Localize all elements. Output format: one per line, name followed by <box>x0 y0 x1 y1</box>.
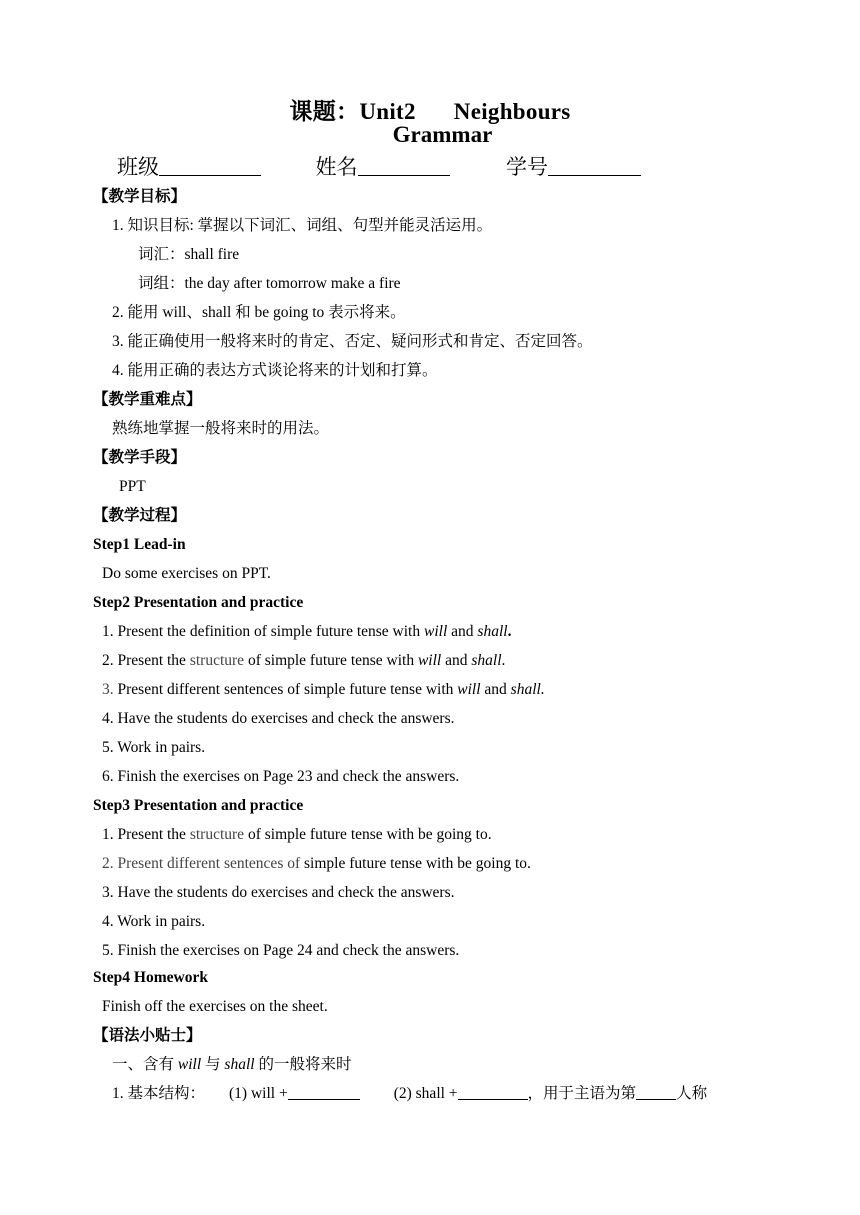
structure-shall-blank[interactable] <box>458 1084 528 1100</box>
structure-shall: (2) shall + <box>393 1085 458 1102</box>
class-label: 班级 <box>117 155 159 179</box>
step3-item-2 <box>102 854 531 874</box>
step2-item-1-text: 1. Present the definition of simple future tense with <box>102 623 424 640</box>
step2-item-2-will: will <box>417 652 442 669</box>
structure-label: 1. 基本结构： <box>112 1085 206 1102</box>
step3-title: Step3 Presentation and practice <box>93 797 304 814</box>
step2-item-2-text: 2. Present the <box>102 652 190 669</box>
step2-item-3-text: Present different sentences of simple future tense with <box>113 681 458 698</box>
step2-item-3-and: and <box>480 681 511 698</box>
lesson-subtitle: Grammar <box>392 122 493 147</box>
name-label: 姓名 <box>315 155 358 179</box>
step1-text: Do some exercises on PPT. <box>102 565 271 582</box>
structure-person-blank[interactable] <box>636 1084 676 1100</box>
step2-item-2-and: and <box>441 652 472 669</box>
objective-item-4: 4. 能用正确的表达方式谈论将来的计划和打算。 <box>112 362 438 379</box>
key-points-heading: 【教学重难点】 <box>93 391 202 408</box>
means-heading: 【教学手段】 <box>93 449 187 466</box>
tips-subheading-a: 一、含有 <box>112 1056 178 1073</box>
lesson-title-topic: Neighbours <box>453 99 571 124</box>
step2-item-5: 5. Work in pairs. <box>102 739 206 756</box>
step2-item-2 <box>102 651 505 671</box>
class-blank[interactable] <box>159 155 261 176</box>
step3-item-1-text-b: of simple future tense with be going to. <box>244 826 492 843</box>
step4-text: Finish off the exercises on the sheet. <box>102 998 328 1015</box>
step2-item-3 <box>102 680 545 700</box>
step2-item-1-and: and <box>447 623 478 640</box>
step3-item-1-structure: structure <box>189 826 245 843</box>
tips-subheading-b: 与 <box>201 1056 225 1073</box>
objective-item-2: 2. 能用 will、shall 和 be going to 表示将来。 <box>112 304 406 321</box>
step3-item-2-text-b: simple future tense with be going to. <box>300 855 531 872</box>
student-id-blank[interactable] <box>548 155 641 176</box>
tips-subheading <box>112 1055 351 1075</box>
step1-title: Step1 Lead-in <box>93 536 186 553</box>
step3-item-1 <box>102 825 492 845</box>
tips-subheading-c: 的一般将来时 <box>254 1056 352 1073</box>
structure-will: (1) will + <box>229 1085 288 1102</box>
step2-item-1-end: . <box>507 623 512 640</box>
step2-item-2-structure: structure <box>189 652 245 669</box>
student-info-line <box>117 151 641 181</box>
step2-item-3-will: will <box>457 681 481 698</box>
objective-vocab: 词汇：shall fire <box>138 246 240 263</box>
lesson-title-prefix: 课题：Unit2 <box>289 99 416 124</box>
step3-item-4: 4. Work in pairs. <box>102 913 206 930</box>
step2-item-2-text-b: of simple future tense with <box>244 652 418 669</box>
step2-item-2-end: . <box>501 652 506 669</box>
step2-item-1-will: will <box>424 623 448 640</box>
step3-item-3: 3. Have the students do exercises and check the answers. <box>102 884 455 901</box>
step2-item-6: 6. Finish the exercises on Page 23 and check the answers. <box>102 768 460 785</box>
step2-title: Step2 Presentation and practice <box>93 594 304 611</box>
name-blank[interactable] <box>358 155 450 176</box>
step2-item-1 <box>102 622 511 642</box>
process-heading: 【教学过程】 <box>93 507 187 524</box>
tips-heading: 【语法小贴士】 <box>93 1027 202 1044</box>
means-text: PPT <box>119 478 146 495</box>
objective-item-1: 1. 知识目标: 掌握以下词汇、词组、句型并能灵活运用。 <box>112 217 493 234</box>
objectives-heading: 【教学目标】 <box>93 188 187 205</box>
objective-item-3: 3. 能正确使用一般将来时的肯定、否定、疑问形式和肯定、否定回答。 <box>112 333 593 350</box>
step2-item-2-shall: shall <box>471 652 502 669</box>
student-id-label: 学号 <box>506 155 548 179</box>
step2-item-4: 4. Have the students do exercises and check the answers. <box>102 710 455 727</box>
structure-tail-b: 人称 <box>676 1085 708 1102</box>
objective-phrases: 词组：the day after tomorrow make a fire <box>138 275 401 292</box>
step3-item-2-text: 2. Present different sentences of <box>102 855 301 872</box>
step4-title: Step4 Homework <box>93 969 208 986</box>
structure-tail-a: ，用于主语为第 <box>527 1085 637 1102</box>
step2-item-3-num: 3. <box>102 681 114 698</box>
key-points-text: 熟练地掌握一般将来时的用法。 <box>112 420 330 437</box>
tips-structure-line <box>112 1084 707 1104</box>
structure-will-blank[interactable] <box>288 1084 360 1100</box>
tips-subheading-will: will <box>177 1056 202 1073</box>
step3-item-5: 5. Finish the exercises on Page 24 and check the answers. <box>102 942 460 959</box>
step2-item-3-shall: shall. <box>510 681 545 698</box>
step3-item-1-text: 1. Present the <box>102 826 190 843</box>
step2-item-1-shall: shall <box>477 623 508 640</box>
tips-subheading-shall: shall <box>224 1056 255 1073</box>
